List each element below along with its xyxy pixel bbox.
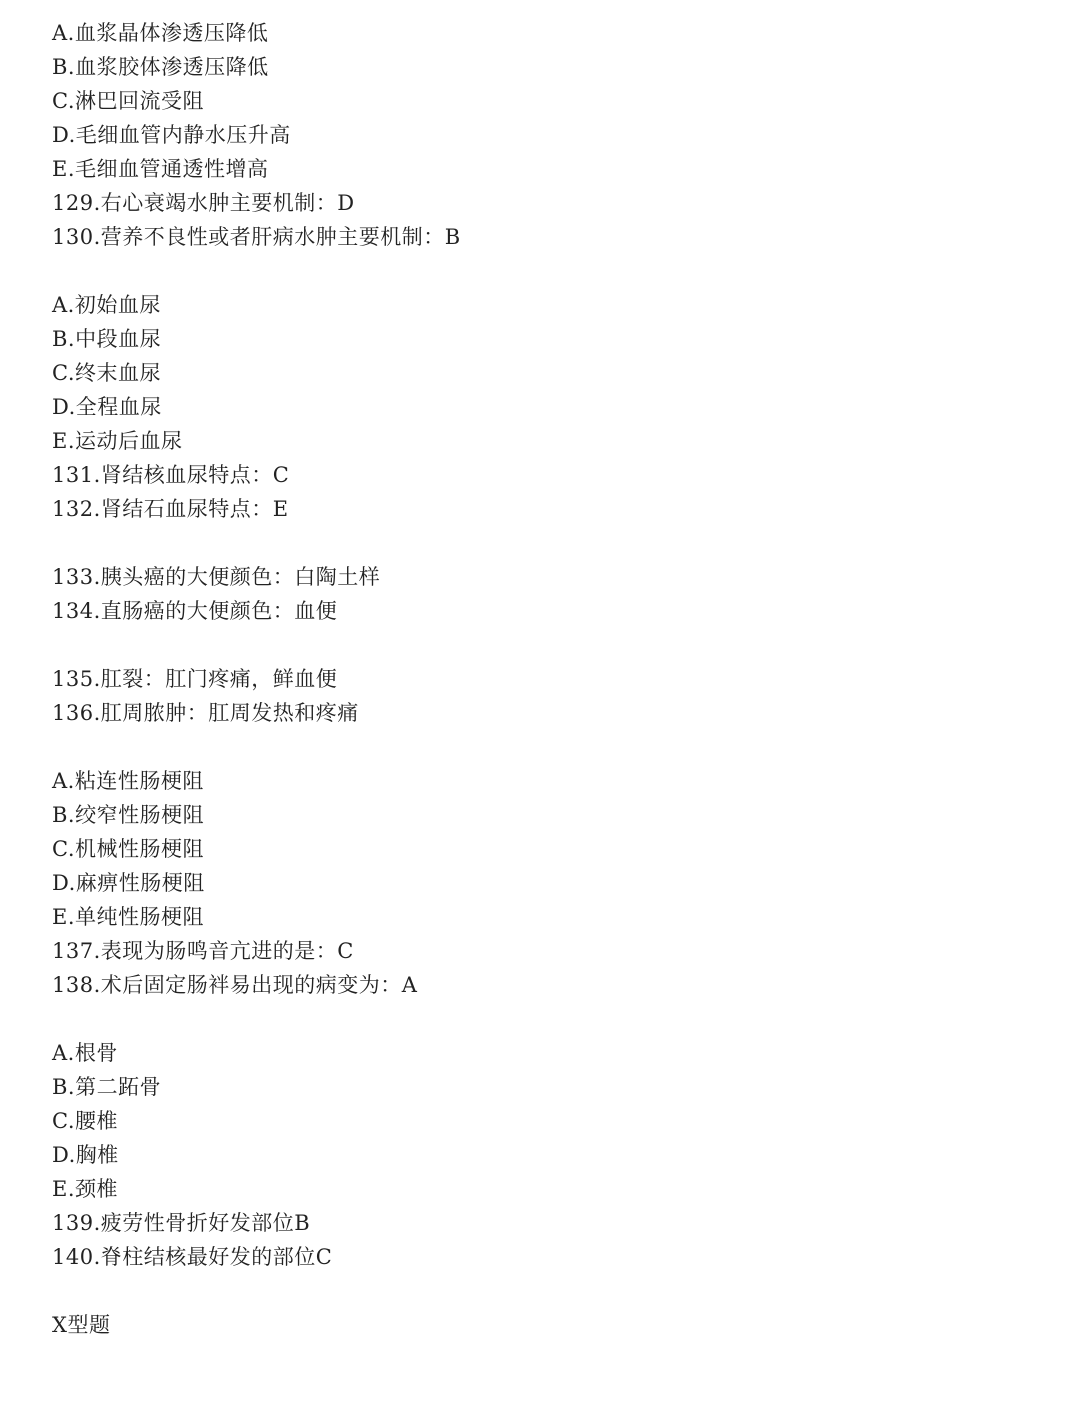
- question-line: 129.右心衰竭水肿主要机制：D: [52, 191, 355, 215]
- option-line: D.毛细血管内静水压升高: [52, 123, 291, 147]
- option-line: A.粘连性肠梗阻: [52, 769, 204, 793]
- option-line: E.毛细血管通透性增高: [52, 157, 269, 181]
- question-line: 135.肛裂：肛门疼痛，鲜血便: [52, 667, 338, 691]
- option-line: A.初始血尿: [52, 293, 161, 317]
- question-line: 131.肾结核血尿特点：C: [52, 463, 290, 487]
- option-line: C.腰椎: [52, 1109, 118, 1133]
- option-line: E.单纯性肠梗阻: [52, 905, 205, 929]
- option-line: D.麻痹性肠梗阻: [52, 871, 205, 895]
- document-body: [52, 16, 1060, 1342]
- question-line: 140.脊柱结核最好发的部位C: [52, 1245, 333, 1269]
- option-line: B.血浆胶体渗透压降低: [52, 55, 269, 79]
- block-spacer: [52, 1002, 1060, 1036]
- block-spacer: [52, 730, 1060, 764]
- question-line: 137.表现为肠鸣音亢进的是：C: [52, 939, 354, 963]
- block-spacer: [52, 1274, 1060, 1308]
- option-line: A.血浆晶体渗透压降低: [52, 21, 269, 45]
- option-line: D.全程血尿: [52, 395, 162, 419]
- option-line: B.绞窄性肠梗阻: [52, 803, 205, 827]
- option-line: E.颈椎: [52, 1177, 119, 1201]
- option-line: B.中段血尿: [52, 327, 162, 351]
- option-line: D.胸椎: [52, 1143, 119, 1167]
- question-line: 130.营养不良性或者肝病水肿主要机制：B: [52, 225, 461, 249]
- question-line: 136.肛周脓肿：肛周发热和疼痛: [52, 701, 359, 725]
- option-line: C.终末血尿: [52, 361, 161, 385]
- question-line: 134.直肠癌的大便颜色：血便: [52, 599, 338, 623]
- block-spacer: [52, 628, 1060, 662]
- question-line: 139.疲劳性骨折好发部位B: [52, 1211, 311, 1235]
- option-line: C.机械性肠梗阻: [52, 837, 204, 861]
- section-heading: X型题: [52, 1313, 111, 1337]
- option-line: E.运动后血尿: [52, 429, 183, 453]
- question-line: 133.胰头癌的大便颜色：白陶土样: [52, 565, 381, 589]
- question-line: 138.术后固定肠袢易出现的病变为：A: [52, 973, 418, 997]
- option-line: C.淋巴回流受阻: [52, 89, 204, 113]
- option-line: B.第二跖骨: [52, 1075, 162, 1099]
- question-line: 132.肾结石血尿特点：E: [52, 497, 289, 521]
- option-line: A.根骨: [52, 1041, 118, 1065]
- block-spacer: [52, 254, 1060, 288]
- block-spacer: [52, 526, 1060, 560]
